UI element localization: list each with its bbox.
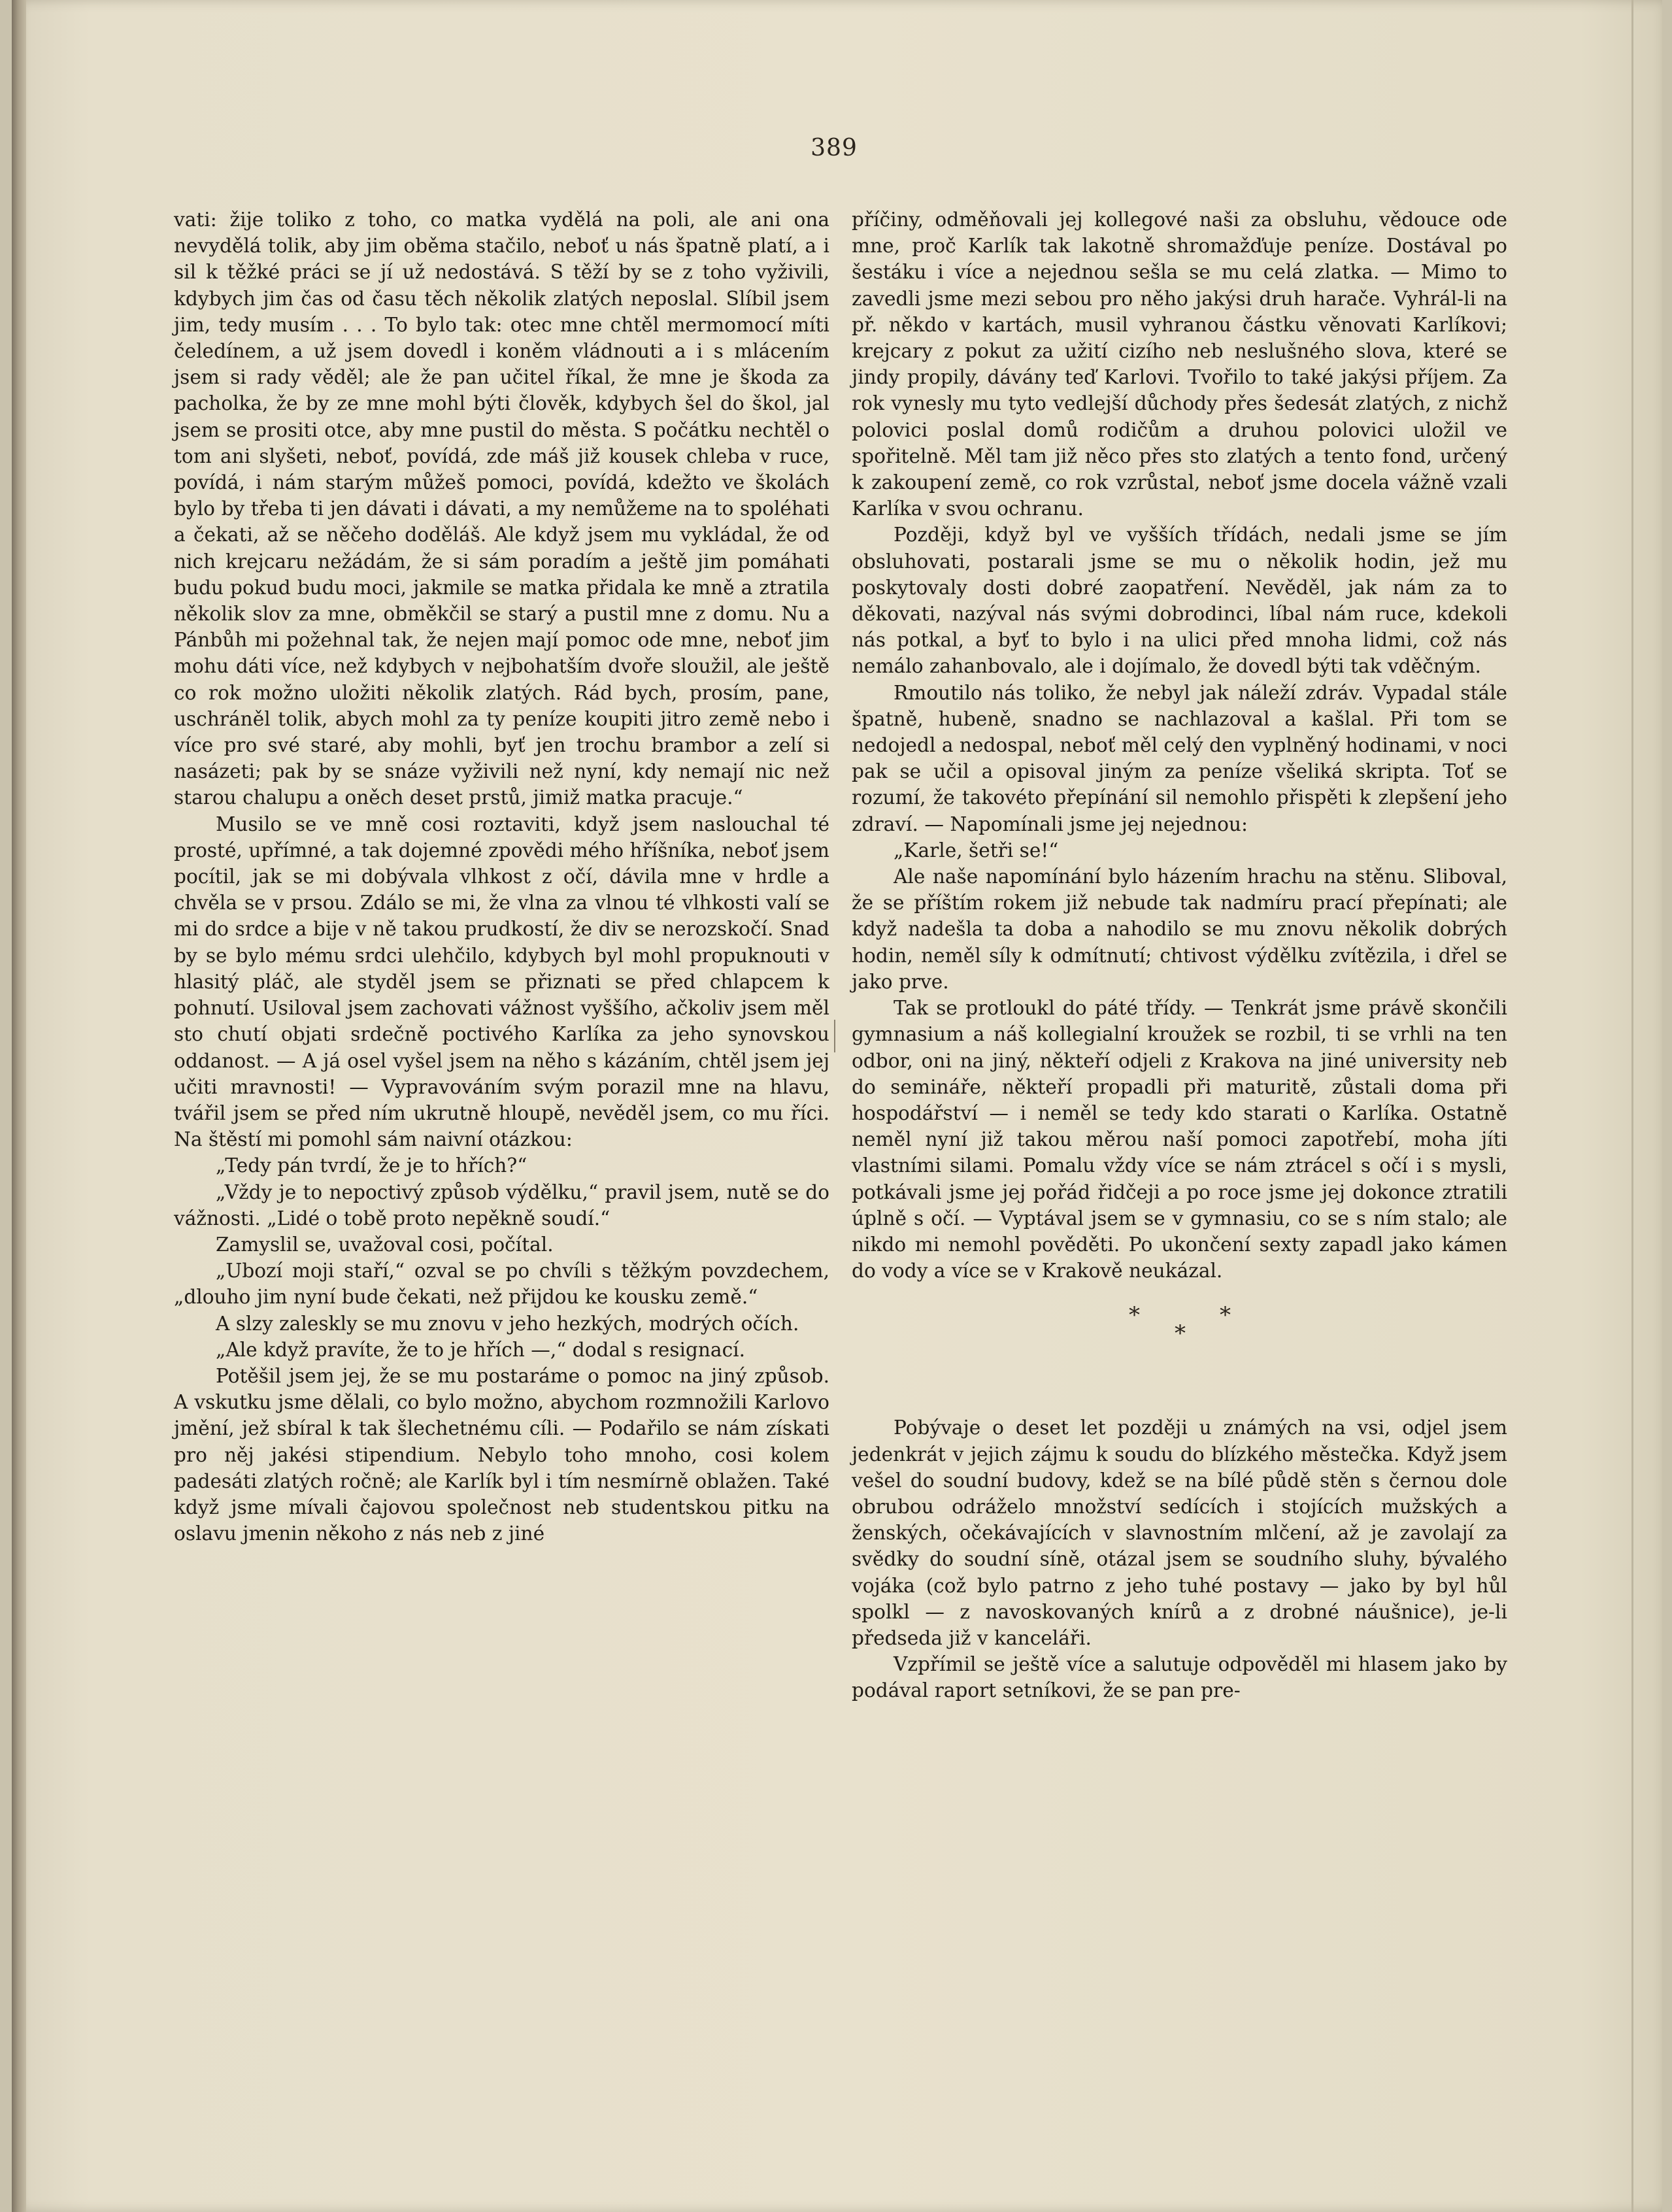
paragraph: Zamyslil se, uvažoval cosi, počítal.: [216, 1233, 554, 1256]
paragraph: „Ubozí moji staří,“ ozval se po chvíli s těžkým povzdechem, „dlouho jim nyní bude čekati, než přijdou ke kousku země.“: [174, 1260, 829, 1309]
paragraph: příčiny, odměňovali jej kollegové naši za obsluhu, vědouce ode mne, proč Karlík tak lakotně shromažďuje peníze. Dostával po šestáku i více a nejednou sešla se mu celá zlatka. — Mimo to zavedli jsme mezi sebou pro něho jakýsi druh harače. Vyhrál-li na př. někdo v kartách, musil vyhranou částku věnovati Karlíkovi; krejcary z pokut za užití cizího neb neslušného slova, které se jindy propily, dávány teď Karlovi. Tvořilo to také jakýsi příjem. Za rok vynesly mu tyto vedlejší důchody přes šedesát zlatých, z nichž polovici poslal domů rodičům a druhou polovici uložil ve spořitelně. Měl tam již něco přes sto zlatých a tento fond, určený k zakoupení země, co rok vzrůstal, neboť jsme docela vážně vzali Karlíka v svou ochranu.: [852, 209, 1507, 520]
paragraph: Později, když byl ve vyšších třídách, nedali jsme se jím obsluhovati, postarali jsme se mu o několik hodin, jež mu poskytovaly dosti dobré zaopatření. Nevěděl, jak nám za to děkovati, nazýval nás svými dobrodinci, líbal nám ruce, kdekoli nás potkal, a byť to bylo i na ulici před mnoha lidmi, což nás nemálo zahanbovalo, ale i dojímalo, že dovedl býti tak vděčným.: [852, 524, 1507, 678]
separator-star: *: [1129, 1302, 1140, 1329]
paragraph: A slzy zaleskly se mu znovu v jeho hezkých, modrých očích.: [216, 1312, 799, 1335]
separator-star: *: [1220, 1302, 1231, 1329]
right-column: [852, 207, 1507, 1704]
book-spine: [12, 0, 26, 2212]
spacer: [852, 1375, 1507, 1415]
book-page: [12, 0, 1662, 2212]
paragraph: Musilo se ve mně cosi roztaviti, když jsem naslouchal té prosté, upřímné, a tak dojemné zpovědi mého hříšníka, neboť jsem pocítil, jak se mi dobývala vlhkost z očí, dávila mne v hrdle a chvěla se v prsou. Zdálo se mi, že vlna za vlnou té vlhkosti valí se mi do srdce a bije v ně takou prudkostí, že div se nerozskočí. Snad by se bylo mému srdci ulehčilo, kdybych byl mohl propuknouti v hlasitý pláč, ale styděl jsem se přiznati se před chlapcem k pohnutí. Usiloval jsem zachovati vážnost vyššího, ačkoliv jsem měl sto chutí objati srdečně poctivého Karlíka za jeho synovskou oddanost. — A já osel vyšel jsem na něho s kázáním, chtěl jsem jej učiti mravnosti! — Vypravováním svým porazil mne na hlavu, tvářil jsem se před ním ukrutně hloupě, nevěděl jsem, co mu říci. Na štěstí mi pomohl sám naivní otázkou:: [174, 813, 829, 1151]
left-column: [174, 207, 829, 1547]
paragraph: „Tedy pán tvrdí, že je to hřích?“: [216, 1154, 527, 1177]
separator-star: *: [1175, 1320, 1186, 1347]
paragraph: „Vždy je to nepoctivý způsob výdělku,“ pravil jsem, nutě se do vážnosti. „Lidé o tobě proto nepěkně soudí.“: [174, 1181, 829, 1230]
paragraph: Rmoutilo nás toliko, že nebyl jak náleží zdráv. Vypadal stále špatně, hubeně, snadno se nachlazoval a kašlal. Při tom se nedojedl a nedospal, neboť měl celý den vyplněný hodinami, v noci pak se učil a opisoval jiným za peníze všeliká skripta. Toť se rozumí, že takovéto přepínání sil nemohlo přispěti k zlepšení jeho zdraví. — Napomínali jsme jej nejednou:: [852, 681, 1507, 835]
paragraph: Ale naše napomínání bylo házením hrachu na stěnu. Sliboval, že se příštím rokem již nebude tak nadmíru prací přepínati; ale když nadešla ta doba a nahodilo se mu znovu několik dobrých hodin, neměl síly k odmítnutí; chtivost výdělku zvítězila, i dřel se jako prve.: [852, 865, 1507, 993]
paragraph: Pobývaje o deset let později u známých na vsi, odjel jsem jedenkrát v jejich zájmu k soudu do blízkého městečka. Když jsem vešel do soudní budovy, kdež se na bílé půdě stěn s černou dole obrubou odráželo množství sedících i stojících mužských a ženských, očekávajících v slavnostním mlčení, až je zavolají za svědky do soudní síně, otázal jsem se soudního sluhy, bývalého vojáka (což bylo patrno z jeho tuhé postavy — jako by byl hůl spolkl — z navoskovaných knírů a z drobné náušnice), je-li předseda již v kanceláři.: [852, 1416, 1507, 1649]
column-divider: [834, 1020, 835, 1052]
paragraph: Tak se protloukl do páté třídy. — Tenkrát jsme právě skončili gymnasium a náš kollegialní kroužek se rozbil, ti se vrhli na ten odbor, oni na jiný, někteří odjeli z Krakova na jiné university neb do semináře, někteří propadli při maturitě, zůstali doma při hospodářství — i neměl se tedy kdo starati o Karlíka. Ostatně neměl nyní již takou měrou naší pomoci zapotřebí, moha jíti vlastními silami. Pomalu vždy více se nám ztrácel s očí i s mysli, potkávali jsme jej pořád řidčeji a po roce jsme jej dokonce ztratili úplně s očí. — Vyptával jsem se v gymnasiu, co se s ním stalo; ale nikdo mi nemohl pověděti. Po ukončení sexty zapadl jako kámen do vody a více se v Krakově neukázal.: [852, 997, 1507, 1282]
paragraph: vati: žije toliko z toho, co matka vydělá na poli, ale ani ona nevydělá tolik, aby jim oběma stačilo, neboť u nás špatně platí, a i sil k těžké práci se jí už nedostává. S těží by se z toho vyživili, kdybych jim čas od času těch několik zlatých neposlal. Slíbil jsem jim, tedy musím . . . To bylo tak: otec mne chtěl mermomocí míti čeledínem, a už jsem dovedl i koněm vládnouti a i s mlácením jsem si rady věděl; ale že pan učitel říkal, že mne je škoda za pacholka, že by ze mne mohl býti člověk, kdybych šel do škol, jal jsem se prositi otce, aby mne pustil do města. S počátku nechtěl o tom ani slyšeti, neboť, povídá, zde máš již kousek chleba v ruce, povídá, i nám starým můžeš pomoci, povídá, kdežto ve školách bylo by třeba ti jen dávati i dávati, a my nemůžeme na to spoléhati a čekati, až se něčeho doděláš. Ale když jsem mu vykládal, že od nich krejcaru nežádám, že si sám poradím a ještě jim pomáhati budu pokud budu moci, jakmile se matka přidala ke mně a ztratila několik slov za mne, obměkčil se starý a pustil mne z domu. Nu a Pánbůh mi požehnal tak, že nejen mají pomoc ode mne, neboť jim mohu dáti více, než kdybych v nejbohatším dvoře sloužil, ale ještě co rok možno uložiti několik zlatých. Rád bych, prosím, pane, uschráněl tolik, abych mohl za ty peníze koupiti jitro země nebo i více pro své staré, aby mohli, byť jen trochu brambor a zelí si nasázeti; pak by se snáze vyživili než nyní, kdy nemají nic než starou chalupu a oněch deset prstů, jimiž matka pracuje.“: [174, 209, 829, 809]
paragraph: Potěšil jsem jej, že se mu postaráme o pomoc na jiný způsob. A vskutku jsme dělali, co bylo možno, abychom rozmnožili Karlovo jmění, jež sbíral k tak šlechetnému cíli. — Podařilo se nám získati pro něj jakési stipendium. Nebylo toho mnoho, cosi kolem padesáti zlatých ročně; ale Karlík byl i tím nesmírně oblažen. Také když jsme mívali čajovou společnost neb studentskou pitku na oslavu jmenin někoho z nás neb z jiné: [174, 1364, 829, 1545]
page-edge: [1631, 0, 1633, 2212]
page-number: 389: [811, 135, 858, 161]
section-separator: [852, 1284, 1507, 1375]
paragraph: „Ale když pravíte, že to je hřích —,“ dodal s resignací.: [216, 1338, 746, 1361]
paragraph: Vzpřímil se ještě více a salutuje odpověděl mi hlasem jako by podával raport setníkovi, že se pan pre-: [852, 1653, 1507, 1702]
paragraph: „Karle, šetři se!“: [894, 839, 1059, 862]
